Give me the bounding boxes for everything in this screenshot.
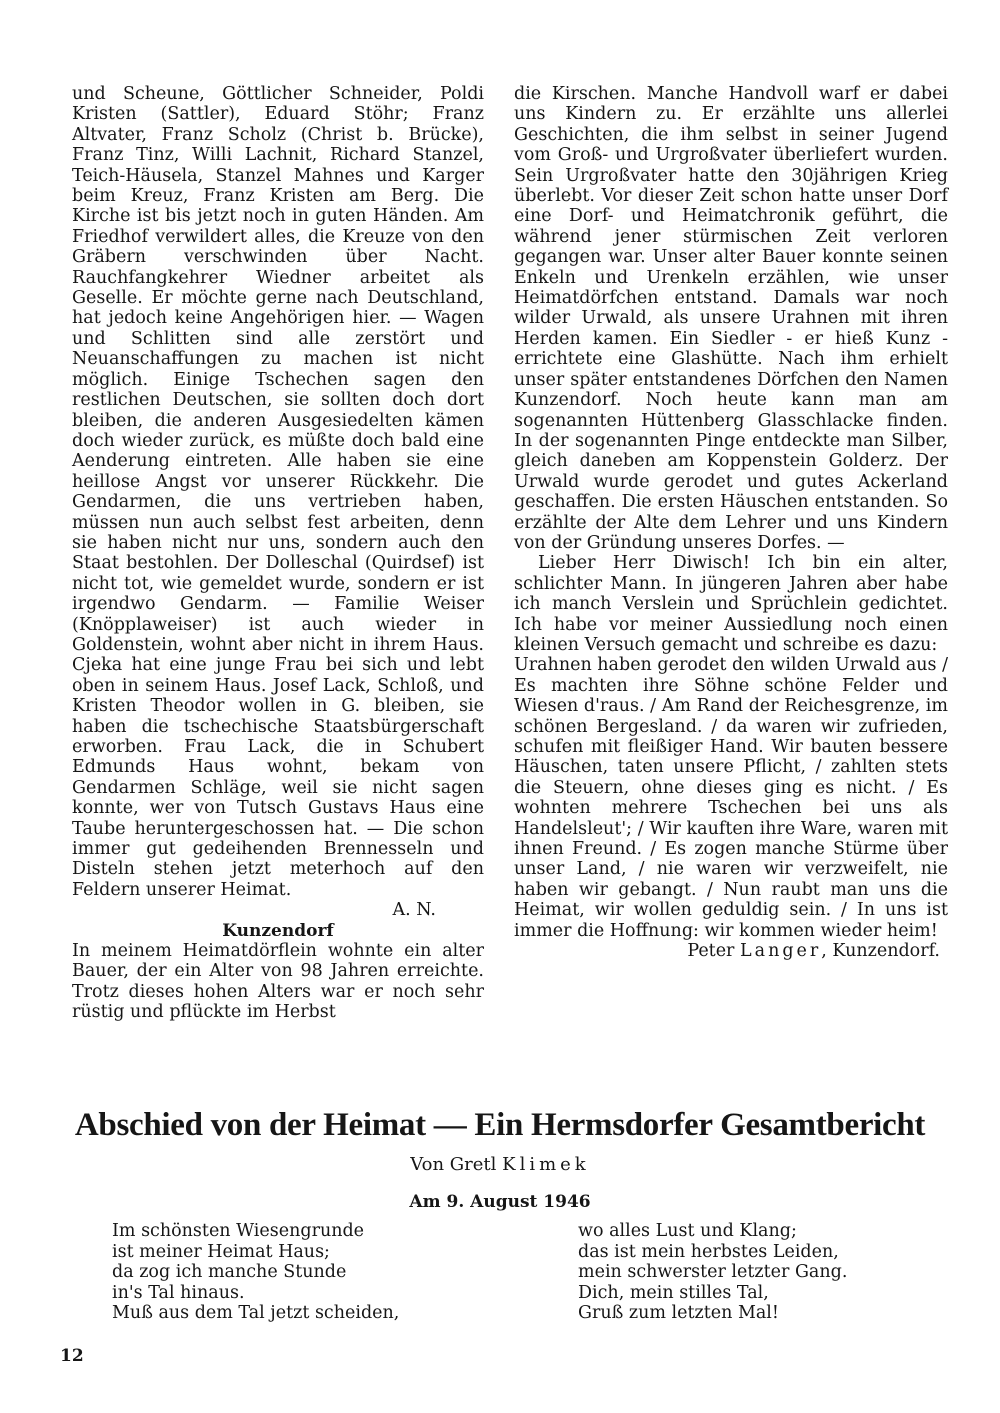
byline-prefix: Von Gretl (410, 1154, 497, 1175)
poem-line: das ist mein herbstes Leiden, (578, 1241, 839, 1262)
poem-line: da zog ich manche Stunde (112, 1262, 347, 1283)
poem-line: Im schönsten Wiesengrunde (112, 1221, 365, 1241)
right-paragraph-1: die Kirschen. Manche Handvoll warf er dabei uns Kindern zu. Er erzählte uns allerlei Geschichten, die ihm selbst in seiner Jugend vom Groß- und Urgroßvater überliefert wurden. Sein Urgroßvater hatte den 30jährigen Krieg überlebt. Vor dieser Zeit schon hatte unser Dorf eine Dorf- und Heimatchronik geführt, die während jener stürmischen Zeit verloren gegangen war. Unser alter Bauer konnte seinen Enkeln und Urenkeln erzählen, wie unser Heimatdörfchen entstand. Damals war noch wilder Urwald, als unsere Urahnen mit ihren Herden kamen. Ein Siedler - er hieß Kunz - errichtete eine Glashütte. Nach ihm erhielt unser später entstandenes Dörfchen den Namen Kunzendorf. Noch heute kann man am sogenannten Hüttenberg Glasschlacke finden. In der sogenannten Pinge entdeckte man Silber, gleich daneben am Koppenstein Golderz. Der Urwald wurde gerodet und gutes Ackerland geschaffen. Die ersten Häuschen entstanden. So erzählte der Alte dem Lehrer und uns Kindern von der Gründung unseres Dorfes. — (514, 84, 948, 553)
left-column (72, 84, 484, 1023)
right-paragraph-2: Lieber Herr Diwisch! Ich bin ein alter, schlichter Mann. In jüngeren Jahren aber habe ich manch Verslein und Sprüchlein gedichtet. Ich habe vor meiner Aussiedlung noch einen kleinen Versuch gemacht und schreibe es dazu: (514, 553, 948, 655)
page-number: 12 (60, 1346, 84, 1366)
poem-line: in's Tal hinaus. (112, 1282, 245, 1303)
poem-line: Muß aus dem Tal jetzt scheiden, (112, 1303, 400, 1324)
poem-line: wo alles Lust und Klang; (578, 1221, 797, 1241)
date-heading: Am 9. August 1946 (409, 1192, 591, 1212)
left-paragraph-1: und Scheune, Göttlicher Schneider, Poldi Kristen (Sattler), Eduard Stöhr; Franz Altvater, Franz Scholz (Christ b. Brücke), Franz Tinz, Willi Lachnit, Richard Stanzel, Teich-Häusela, Stanzel Mahnes und Karger beim Kreuz, Franz Kristen am Berg. Die Kirche ist bis jetzt noch in guten Händen. Am Friedhof verwildert alles, die Kreuze von den Gräbern verschwinden über Nacht. Rauchfangkehrer Wiedner arbeitet als Geselle. Er möchte gerne nach Deutschland, hat jedoch keine Angehörigen hier. — Wagen und Schlitten sind alle zerstört und Neuanschaffungen zu machen ist nicht möglich. Einige Tschechen sagen den restlichen Deutschen, sie sollten doch dort bleiben, die anderen Ausgesiedelten kämen doch wieder zurück, es müßte doch bald eine Aenderung eintreten. Alle haben sie eine heillose Angst vor unserer Rückkehr. Die Gendarmen, die uns vertrieben haben, müssen nun auch selbst fest arbeiten, denn sie haben nicht nur uns, sondern auch den Staat bestohlen. Der Dolleschal (Quirdsef) ist nicht tot, wie gemeldet wurde, sondern er ist irgendwo Gendarm. — Familie Weiser (Knöpplaweiser) ist auch wieder in Goldenstein, wohnt aber nicht in ihrem Haus. Cjeka hat eine junge Frau bei sich und lebt oben in seinem Haus. Josef Lack, Schloß, und Kristen Theodor wollen in G. bleiben, sie haben die tschechische Staatsbürgerschaft erworben. Frau Lack, die in Schubert Edmunds Haus wohnt, bekam von Gendarmen Schläge, weil sie nicht sagen konnte, wer von Tutsch Gustavs Haus eine Taube heruntergeschossen hat. — Die schon immer gut gedeihenden Brennesseln und Disteln stehen jetzt meterhoch auf den Feldern unserer Heimat. (72, 84, 484, 900)
article-headline: Abschied von der Heimat — Ein Hermsdorfer Gesamtbericht (74, 1107, 926, 1143)
article-byline (0, 1153, 1000, 1177)
poem-line: Dich, mein stilles Tal, (578, 1282, 769, 1303)
poem-left-stanza (112, 1221, 492, 1324)
poem-line: Gruß zum letzten Mal! (578, 1303, 779, 1324)
left-paragraph-2: In meinem Heimatdörflein wohnte ein alter Bauer, der ein Alter von 98 Jahren erreichte. Trotz dieses hohen Alters war er noch sehr rüstig und pflückte im Herbst (72, 941, 484, 1023)
right-paragraph-3: Urahnen haben gerodet den wilden Urwald aus / Es machten ihre Söhne schöne Felder und Wiesen d'raus. / Am Rand der Reichesgrenze, im schönen Bergesland. / da waren wir zufrieden, schufen mit fleißiger Hand. Wir bauten bessere Häuschen, taten unsere Pflicht, / zahlten stets die Steuern, ohne dieses ging es nicht. / Es wohnten mehrere Tschechen bei uns als Handelsleut'; / Wir kauften ihre Ware, waren mit ihnen Freund. / Es zogen manche Stürme über unser Land, / nie waren wir verzweifelt, nie haben wir gebangt. / Nun raubt man uns die Heimat, wir wollen geduldig sein. / In uns ist immer die Hoffnung: wir kommen wieder heim! (514, 655, 948, 941)
right-signature (514, 941, 948, 961)
poem-right-stanza (578, 1221, 938, 1324)
right-column (514, 84, 948, 961)
signature-place: , Kunzendorf. (821, 941, 940, 962)
section-heading-kunzendorf: Kunzendorf (222, 920, 334, 941)
poem-line: mein schwerster letzter Gang. (578, 1262, 848, 1283)
signature-last-name: Langer (740, 941, 822, 962)
byline-name: Klimek (502, 1154, 590, 1175)
author-initials: A. N. (392, 900, 436, 921)
signature-first-name: Peter (687, 941, 735, 962)
poem-line: ist meiner Heimat Haus; (112, 1241, 330, 1262)
